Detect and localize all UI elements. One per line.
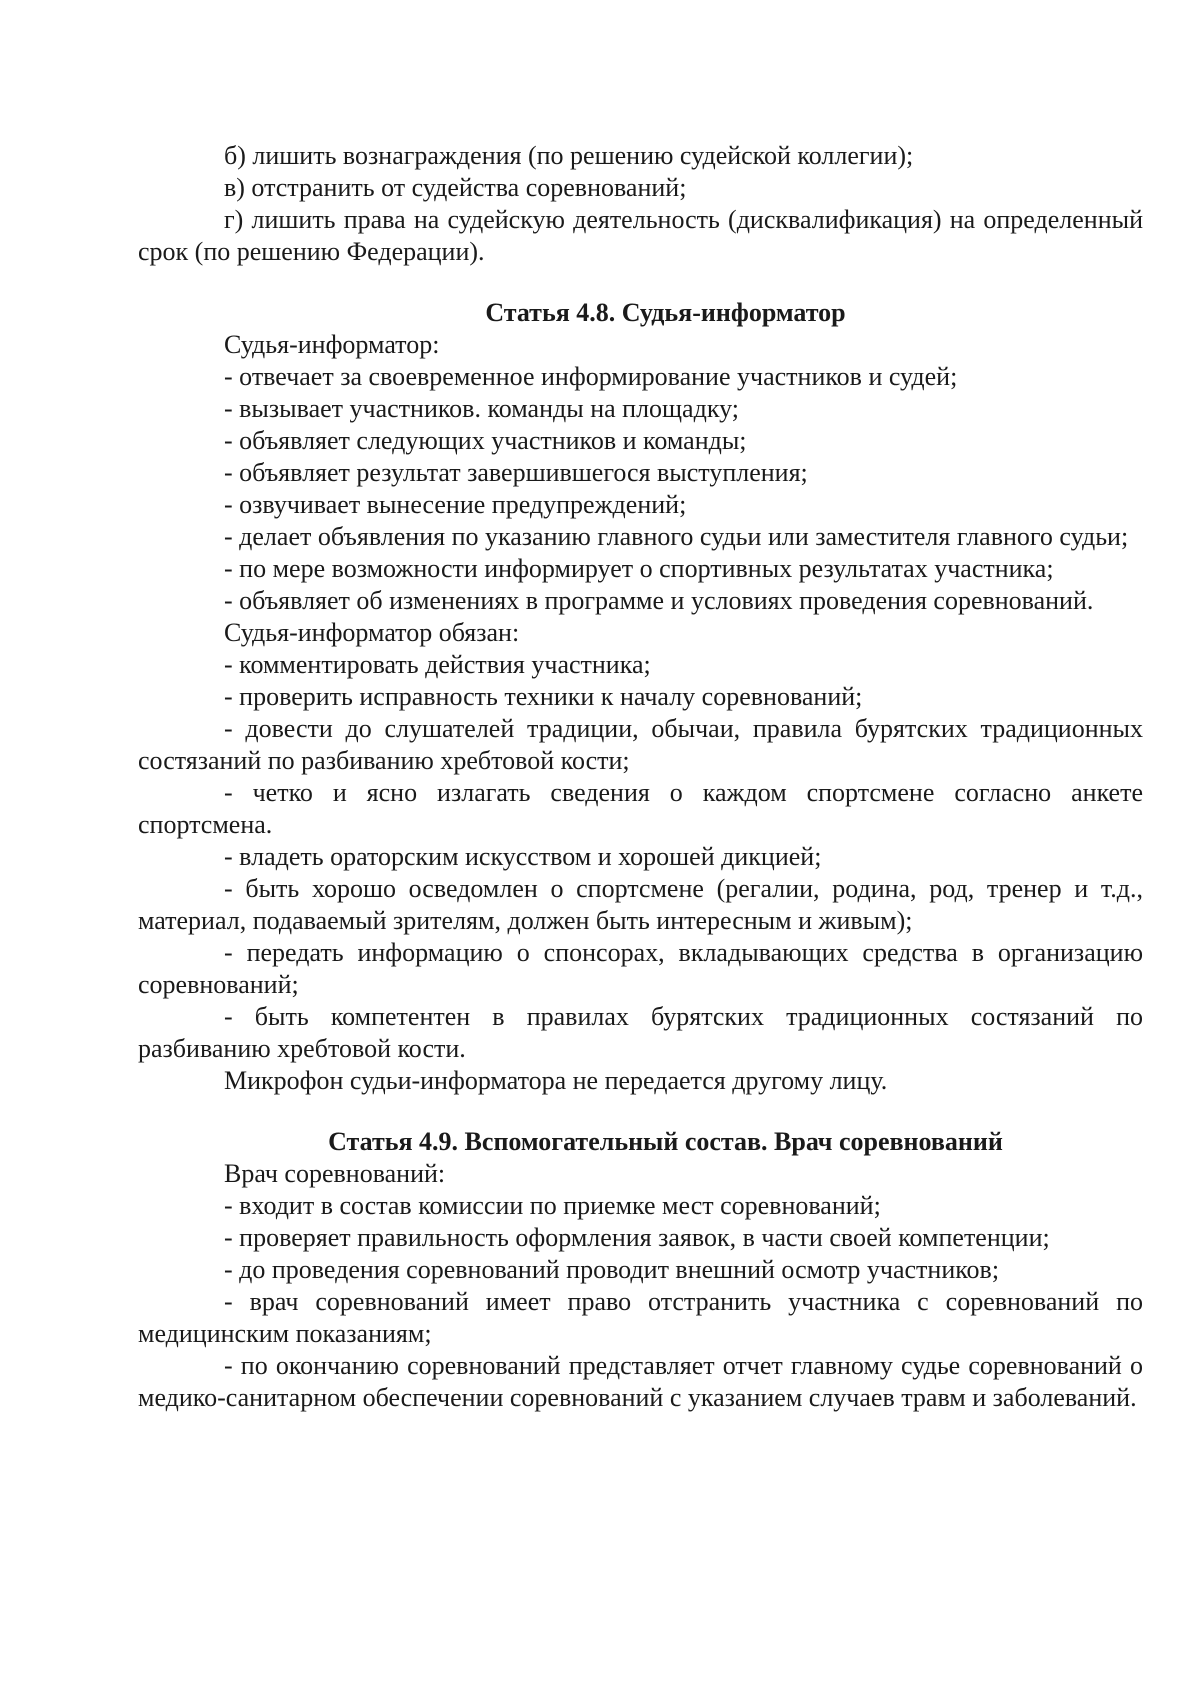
- informer-duty: - комментировать действия участника;: [224, 650, 651, 679]
- informer-duty: - довести до слушателей традиции, обычаи, правила бурятских традиционных состязаний по разбиванию хребтовой кости;: [138, 714, 1143, 775]
- section-gap: [138, 268, 1143, 297]
- informer-item: - делает объявления по указанию главного судьи или заместителя главного судьи;: [224, 522, 1129, 551]
- doctor-item: - до проведения соревнований проводит внешний осмотр участников;: [224, 1255, 1000, 1284]
- doctor-intro: Врач соревнований:: [224, 1159, 446, 1188]
- informer-duty: - быть хорошо осведомлен о спортсмене (регалии, родина, род, тренер и т.д., материал, подаваемый зрителям, должен быть интересным и живым);: [138, 874, 1143, 935]
- doctor-item: - проверяет правильность оформления заявок, в части своей компетенции;: [224, 1223, 1050, 1252]
- paragraph-penalty-v: в) отстранить от судейства соревнований;: [224, 173, 687, 202]
- informer-duty: - проверить исправность техники к началу соревнований;: [224, 682, 863, 711]
- informer-item: - объявляет следующих участников и команды;: [224, 426, 747, 455]
- section-gap: [138, 1097, 1143, 1126]
- doctor-item: - входит в состав комиссии по приемке мест соревнований;: [224, 1191, 881, 1220]
- informer-duty: - владеть ораторским искусством и хорошей дикцией;: [224, 842, 822, 871]
- informer-item: - по мере возможности информирует о спортивных результатах участника;: [224, 554, 1054, 583]
- informer-duty-intro: Судья-информатор обязан:: [224, 618, 520, 647]
- informer-duty: - передать информацию о спонсорах, вкладывающих средства в организацию соревнований;: [138, 938, 1143, 999]
- doctor-item: - по окончанию соревнований представляет отчет главному судье соревнований о медико-санитарном обеспечении соревнований с указанием случаев травм и заболеваний.: [138, 1351, 1143, 1412]
- informer-item: - отвечает за своевременное информирование участников и судей;: [224, 362, 958, 391]
- paragraph-penalty-g: г) лишить права на судейскую деятельность (дисквалификация) на определенный срок (по решению Федерации).: [138, 205, 1143, 266]
- informer-closing: Микрофон судьи-информатора не передается другому лицу.: [224, 1066, 888, 1095]
- informer-intro: Судья-информатор:: [224, 330, 440, 359]
- heading-article-4-8: Статья 4.8. Судья-информатор: [485, 298, 846, 327]
- informer-duty: - четко и ясно излагать сведения о каждом спортсмене согласно анкете спортсмена.: [138, 778, 1143, 839]
- informer-duty: - быть компетентен в правилах бурятских традиционных состязаний по разбиванию хребтовой кости.: [138, 1002, 1143, 1063]
- informer-item: - озвучивает вынесение предупреждений;: [224, 490, 687, 519]
- informer-item: - объявляет результат завершившегося выступления;: [224, 458, 808, 487]
- heading-article-4-9: Статья 4.9. Вспомогательный состав. Врач соревнований: [328, 1127, 1003, 1156]
- document-body: [138, 140, 1143, 1414]
- informer-item: - вызывает участников. команды на площадку;: [224, 394, 739, 423]
- paragraph-penalty-b: б) лишить вознаграждения (по решению судейской коллегии);: [224, 141, 914, 170]
- informer-item: - объявляет об изменениях в программе и условиях проведения соревнований.: [224, 586, 1094, 615]
- doctor-item: - врач соревнований имеет право отстранить участника с соревнований по медицинским показаниям;: [138, 1287, 1143, 1348]
